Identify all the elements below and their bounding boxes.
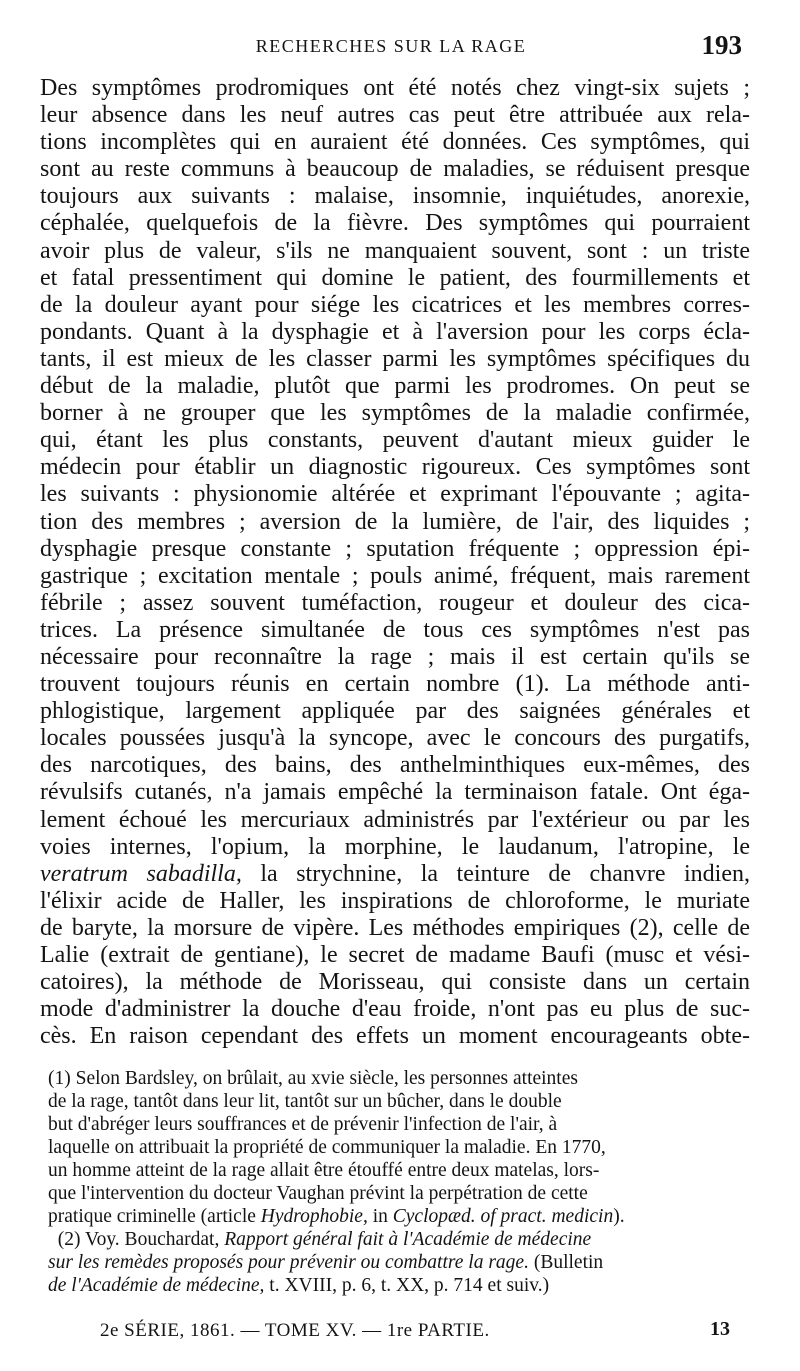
footnotes bbox=[48, 1067, 753, 1297]
body-line: borner à ne grouper que les symptômes de la maladie confirmée, bbox=[40, 400, 750, 427]
footnote-text: in bbox=[367, 1206, 393, 1227]
italic-term: veratrum sabadilla, bbox=[40, 860, 242, 887]
body-line: Des symptômes prodromiques ont été notés chez vingt-six sujets ; bbox=[40, 75, 750, 101]
body-line-mixed bbox=[40, 861, 750, 888]
body-line: sont au reste communs à beaucoup de maladies, se réduisent presque bbox=[40, 156, 750, 183]
running-head bbox=[40, 30, 742, 70]
signature-mark: 2e SÉRIE, 1861. — TOME XV. — 1re PARTIE. bbox=[100, 1320, 490, 1341]
body-line: lement échoué les mercuriaux administrés par l'extérieur ou par les bbox=[40, 806, 750, 833]
body-line: tion des membres ; aversion de la lumière, de l'air, des liquides ; bbox=[40, 508, 750, 535]
page-footer bbox=[100, 1320, 730, 1350]
footnote-line: (1) Selon Bardsley, on brûlait, au xvie siècle, les personnes atteintes bbox=[48, 1068, 578, 1089]
body-line: phlogistique, largement appliquée par des saignées générales et bbox=[40, 698, 750, 725]
footnote-line: laquelle on attribuait la propriété de communiquer la maladie. En 1770, bbox=[48, 1137, 606, 1158]
body-line: de baryte, la morsure de vipère. Les méthodes empiriques (2), celle de bbox=[40, 914, 750, 941]
footnote-line: que l'intervention du docteur Vaughan prévint la perpétration de cette bbox=[48, 1183, 588, 1204]
italic-title: de l'Académie de médecine, bbox=[48, 1275, 265, 1296]
italic-title: Cyclopæd. of pract. medicin bbox=[392, 1206, 614, 1227]
footnote-text: (Bulletin bbox=[528, 1252, 604, 1273]
body-line: des narcotiques, des bains, des anthelminthiques eux-mêmes, des bbox=[40, 752, 750, 779]
body-line-rest: la strychnine, la teinture de chanvre indien, bbox=[241, 860, 750, 887]
running-title: RECHERCHES SUR LA RAGE bbox=[255, 36, 527, 56]
body-line: gastrique ; excitation mentale ; pouls animé, fréquent, mais rarement bbox=[40, 562, 750, 589]
body-line: avoir plus de valeur, s'ils ne manquaient souvent, sont : un triste bbox=[40, 237, 750, 264]
footnote-line-mixed bbox=[48, 1228, 753, 1251]
body-line: qui, étant les plus constants, peuvent d'autant mieux guider le bbox=[40, 427, 750, 454]
body-line: tants, il est mieux de les classer parmi les symptômes spécifiques du bbox=[40, 345, 750, 372]
footnote-text: ). bbox=[613, 1206, 625, 1227]
body-line: les suivants : physionomie altérée et exprimant l'épouvante ; agita- bbox=[40, 481, 750, 508]
body-line: trouvent toujours réunis en certain nombre (1). La méthode anti- bbox=[40, 671, 750, 698]
body-line: pondants. Quant à la dysphagie et à l'aversion pour les corps écla- bbox=[40, 318, 750, 345]
footnote-line: but d'abréger leurs souffrances et de prévenir l'infection de l'air, à bbox=[48, 1114, 558, 1135]
body-line: mode d'administrer la douche d'eau froide, n'ont pas eu plus de suc- bbox=[40, 996, 750, 1023]
footnote-line: un homme atteint de la rage allait être étouffé entre deux matelas, lors- bbox=[48, 1160, 600, 1181]
body-line: toujours aux suivants : malaise, insomnie, inquiétudes, anorexie, bbox=[40, 183, 750, 210]
body-line: locales poussées jusqu'à la syncope, avec le concours des purgatifs, bbox=[40, 725, 750, 752]
body-line: début de la maladie, plutôt que parmi les prodromes. On peut se bbox=[40, 373, 750, 400]
body-line: trices. La présence simultanée de tous ces symptômes n'est pas bbox=[40, 616, 750, 643]
footnote-text: t. XVIII, p. 6, t. XX, p. 714 et suiv.) bbox=[264, 1275, 550, 1296]
footnote-line-mixed bbox=[48, 1205, 753, 1228]
body-line: révulsifs cutanés, n'a jamais empêché la terminaison fatale. Ont éga- bbox=[40, 779, 750, 806]
body-line: dysphagie presque constante ; sputation fréquente ; oppression épi- bbox=[40, 535, 750, 562]
footnote-line-mixed bbox=[48, 1274, 753, 1297]
body-line: médecin pour établir un diagnostic rigoureux. Ces symptômes sont bbox=[40, 454, 750, 481]
body-line: leur absence dans les neuf autres cas peut être attribuée aux rela- bbox=[40, 102, 750, 129]
body-line: céphalée, quelquefois de la fièvre. Des symptômes qui pourraient bbox=[40, 210, 750, 237]
body-text bbox=[40, 75, 750, 1050]
body-line: l'élixir acide de Haller, les inspirations de chloroforme, le muriate bbox=[40, 887, 750, 914]
body-line: et fatal pressentiment qui domine le patient, des fourmillements et bbox=[40, 264, 750, 291]
page-number: 193 bbox=[701, 30, 742, 60]
footnote-1 bbox=[48, 1067, 753, 1228]
body-line: Lalie (extrait de gentiane), le secret de madame Baufi (musc et vési- bbox=[40, 942, 750, 968]
sheet-number: 13 bbox=[710, 1318, 730, 1340]
footnote-text: (2) Voy. Bouchardat, bbox=[57, 1229, 225, 1250]
body-line: fébrile ; assez souvent tuméfaction, rougeur et douleur des cica- bbox=[40, 589, 750, 616]
footnote-text: pratique criminelle (article bbox=[48, 1206, 261, 1227]
body-line: tions incomplètes qui en auraient été données. Ces symptômes, qui bbox=[40, 129, 750, 156]
body-line: voies internes, l'opium, la morphine, le laudanum, l'atropine, le bbox=[40, 833, 750, 860]
body-line: de la douleur ayant pour siége les cicatrices et les membres corres- bbox=[40, 291, 750, 318]
italic-title: sur les remèdes proposés pour prévenir ou combattre la rage. bbox=[48, 1252, 529, 1273]
italic-title: Hydrophobie, bbox=[260, 1206, 368, 1227]
footnote-line-mixed bbox=[48, 1251, 753, 1274]
footnote-line: de la rage, tantôt dans leur lit, tantôt sur un bûcher, dans le double bbox=[48, 1091, 562, 1112]
body-line: nécessaire pour reconnaître la rage ; mais il est certain qu'ils se bbox=[40, 643, 750, 670]
body-line: catoires), la méthode de Morisseau, qui consiste dans un certain bbox=[40, 969, 750, 996]
footnote-2 bbox=[48, 1228, 753, 1297]
italic-title: Rapport général fait à l'Académie de médecine bbox=[224, 1229, 592, 1250]
body-line: cès. En raison cependant des effets un moment encourageants obte- bbox=[40, 1023, 750, 1050]
